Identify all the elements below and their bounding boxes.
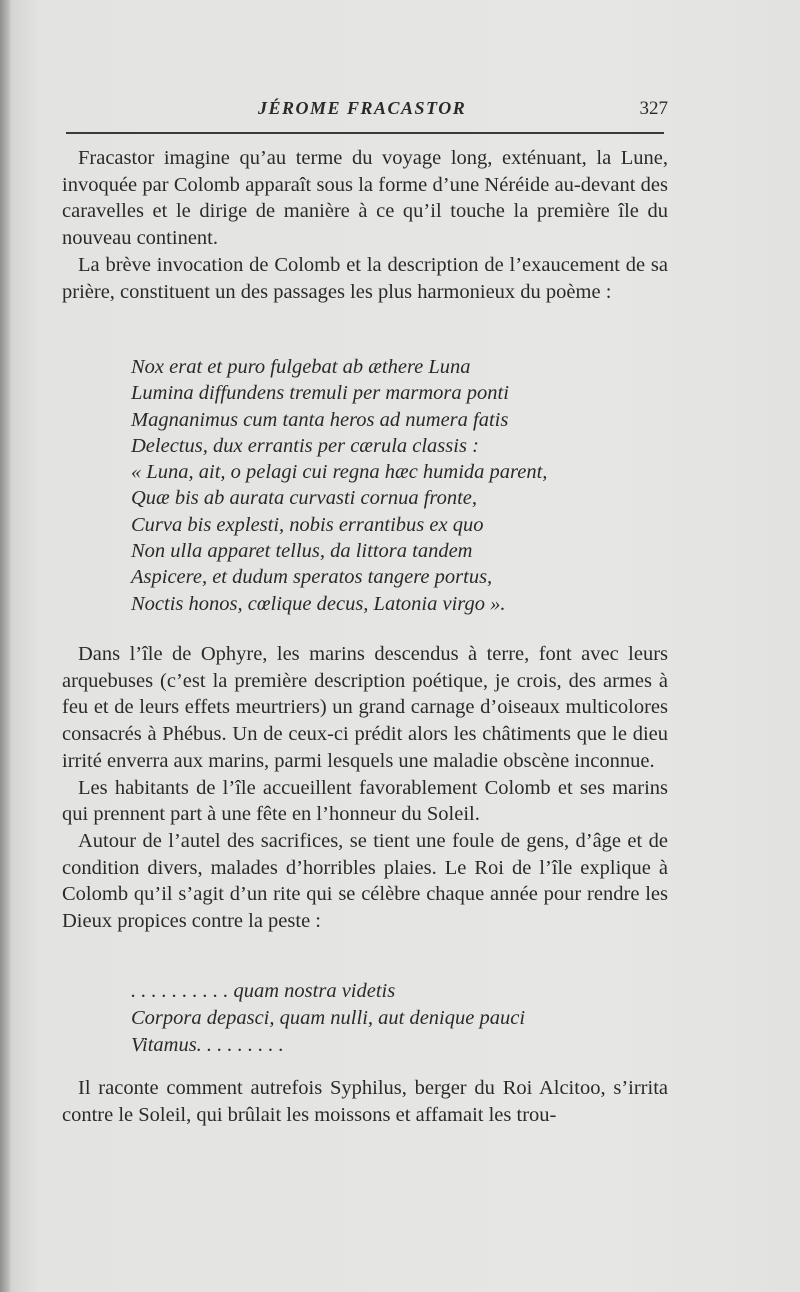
latin-verse-1 <box>131 354 651 617</box>
paragraph: Fracastor imagine qu’au terme du voyage long, exténuant, la Lune, invoquée par Colomb apparaît sous la forme d’une Néréide au-devant des caravelles et le dirige de manière à ce qu’il touche la première île du nouveau continent. <box>62 147 668 250</box>
verse-line: Nox erat et puro fulgebat ab æthere Luna <box>131 356 471 378</box>
verse-line: Vitamus. . . . . . . . . <box>131 1034 284 1056</box>
verse-line: Non ulla apparet tellus, da littora tandem <box>131 540 473 563</box>
verse-line: Delectus, dux errantis per cærula classis : <box>131 434 479 457</box>
text-block-top <box>62 145 668 305</box>
verse-line: Noctis honos, cœlique decus, Latonia virgo ». <box>131 592 506 615</box>
running-title: JÉROME FRACASTOR <box>258 98 467 118</box>
text-block-middle <box>62 641 668 935</box>
latin-verse-2 <box>131 978 651 1059</box>
paragraph: Autour de l’autel des sacrifices, se tient une foule de gens, d’âge et de condition divers, malades d’horribles plaies. Le Roi de l’île explique à Colomb qu’il s’agit d’un rite qui se célèbre chaque année pour rendre les Dieux propices contre la peste : <box>62 829 668 933</box>
verse-line: Magnanimus cum tanta heros ad numera fatis <box>131 408 509 431</box>
paragraph: Il raconte comment autrefois Syphilus, berger du Roi Alcitoo, s’irrita contre le Soleil, qui brûlait les moissons et affamait les trou- <box>62 1077 668 1126</box>
page-number: 327 <box>639 98 668 119</box>
verse-line: Curva bis explesti, nobis errantibus ex quo <box>131 513 484 536</box>
paragraph: La brève invocation de Colomb et la description de l’exaucement de sa prière, constituent un des passages les plus harmonieux du poème : <box>62 253 668 303</box>
paragraph: Les habitants de l’île accueillent favorablement Colomb et ses marins qui prennent part à une fête en l’honneur du Soleil. <box>62 776 668 826</box>
header-rule <box>66 132 664 134</box>
text-block-bottom <box>62 1075 668 1128</box>
verse-line: Corpora depasci, quam nulli, aut denique pauci <box>131 1007 526 1029</box>
verse-line: Lumina diffundens tremuli per marmora ponti <box>131 382 509 405</box>
book-spine-shadow <box>0 0 10 1292</box>
verse-line: . . . . . . . . . . quam nostra videtis <box>131 980 396 1002</box>
page-header <box>62 98 668 124</box>
verse-line: Quæ bis ab aurata curvasti cornua fronte, <box>131 487 478 510</box>
verse-line: « Luna, ait, o pelagi cui regna hæc humida parent, <box>131 461 548 484</box>
verse-line: Aspicere, et dudum speratos tangere portus, <box>131 566 493 589</box>
paragraph: Dans l’île de Ophyre, les marins descendus à terre, font avec leurs arquebuses (c’est la première description poétique, je crois, des armes à feu et de leurs effets meurtriers) un grand carnage d’oiseaux multicolores consacrés à Phébus. Un de ceux-ci prédit alors les châtiments que le dieu irrité enverra aux marins, parmi lesquels une maladie obscène inconnue. <box>62 643 668 772</box>
